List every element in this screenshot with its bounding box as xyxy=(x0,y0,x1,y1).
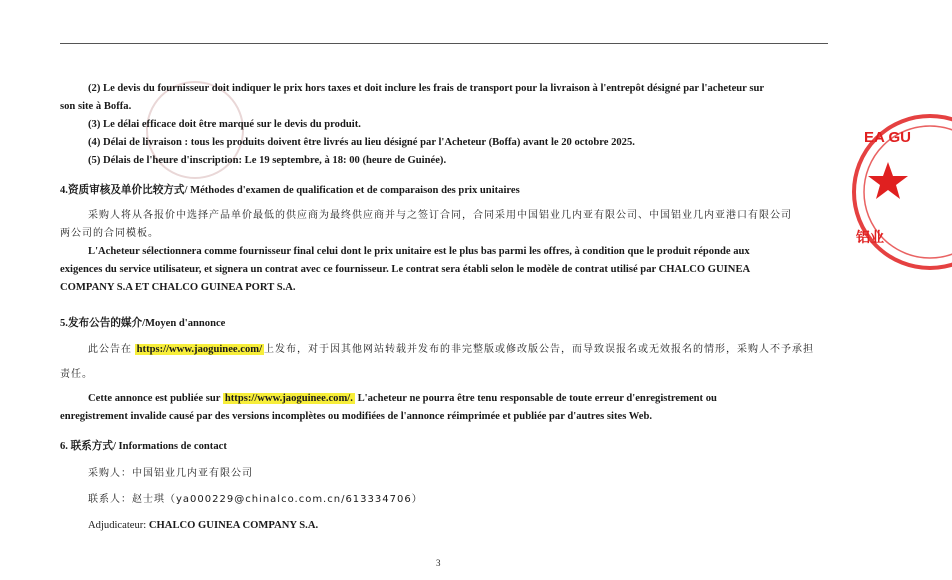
buyer-line: 采购人：中国铝业几内亚有限公司 xyxy=(88,468,253,479)
section-5-heading: 5.发布公告的媒介/Moyen d'annonce xyxy=(60,318,226,329)
contact-line: 联系人：赵士琪（ya000229@chinalco.com.cn/613334706） xyxy=(88,494,423,505)
announcement-url-link[interactable]: https://www.jaoguinee.com/ xyxy=(136,344,263,355)
section-5-fr-line-1 xyxy=(88,390,717,408)
page-number: 3 xyxy=(436,558,441,568)
fr-suffix: L'acheteur ne pourra être tenu responsable de toute erreur d'enregistrement ou xyxy=(357,393,717,404)
fr-prefix: Cette annonce est publiée sur xyxy=(88,393,221,404)
list-item-2: (2) Le devis du fournisseur doit indiquer le prix hors taxes et doit inclure les frais de transport pour la livraison à l'entrepôt désigné par l'acheteur sur xyxy=(88,83,765,94)
section-4-fr-line-1: L'Acheteur sélectionnera comme fournisseur final celui dont le prix unitaire est le plus bas parmi les offres, à condition que le produit réponde aux xyxy=(88,246,750,257)
section-4-zh-line-2: 两公司的合同模板。 xyxy=(60,228,159,239)
list-item-5: (5) Délais de l'heure d'inscription: Le 19 septembre, à 18: 00 (heure de Guinée). xyxy=(88,155,447,166)
adjudicateur-value: CHALCO GUINEA COMPANY S.A. xyxy=(148,520,319,531)
zh-prefix: 此公告在 xyxy=(88,344,132,355)
zh-suffix: 上发布，对于因其他网站转载并发布的非完整版或修改版公告，而导致误报名或无效报名的情形，采购人不予承担 xyxy=(264,344,815,355)
company-stamp xyxy=(852,112,952,272)
section-5-fr-line-2: enregistrement invalide causé par des versions incomplètes ou modifiées de l'annonce réimprimée et publiée par d'autres sites Web. xyxy=(60,411,653,422)
stamp-text: EA GU xyxy=(864,129,911,146)
section-4-fr-line-2: exigences du service utilisateur, et signera un contrat avec ce fournisseur. Le contrat sera établi selon le modèle de contrat utilisé par CHALCO GUINEA xyxy=(60,264,751,275)
section-4-fr-line-3: COMPANY S.A ET CHALCO GUINEA PORT S.A. xyxy=(60,282,296,293)
list-item-4: (4) Délai de livraison : tous les produits doivent être livrés au lieu désigné par l'Acheteur (Boffa) avant le 20 octobre 2025. xyxy=(88,137,635,148)
list-item-3: (3) Le délai efficace doit être marqué sur le devis du produit. xyxy=(88,119,361,130)
stamp-text-lower: 铝业 xyxy=(856,230,884,246)
section-4-heading: 4.资质审核及单价比较方式/ Méthodes d'examen de qualification et de comparaison des prix unitaires xyxy=(60,185,520,196)
adjudicateur-line xyxy=(88,517,318,535)
list-item-2-continued: son site à Boffa. xyxy=(60,101,132,112)
header-rule xyxy=(60,43,828,44)
section-5-zh-line-1 xyxy=(88,341,814,359)
section-4-zh-line-1: 采购人将从各报价中选择产品单价最低的供应商为最终供应商并与之签订合同，合同采用中国铝业几内亚有限公司、中国铝业几内亚港口有限公司 xyxy=(88,210,792,221)
announcement-url-link-fr[interactable]: https://www.jaoguinee.com/. xyxy=(224,393,353,404)
section-6-heading: 6. 联系方式/ Informations de contact xyxy=(60,441,227,452)
adjudicateur-label: Adjudicateur: xyxy=(88,520,149,531)
section-5-zh-line-2: 责任。 xyxy=(60,369,93,380)
